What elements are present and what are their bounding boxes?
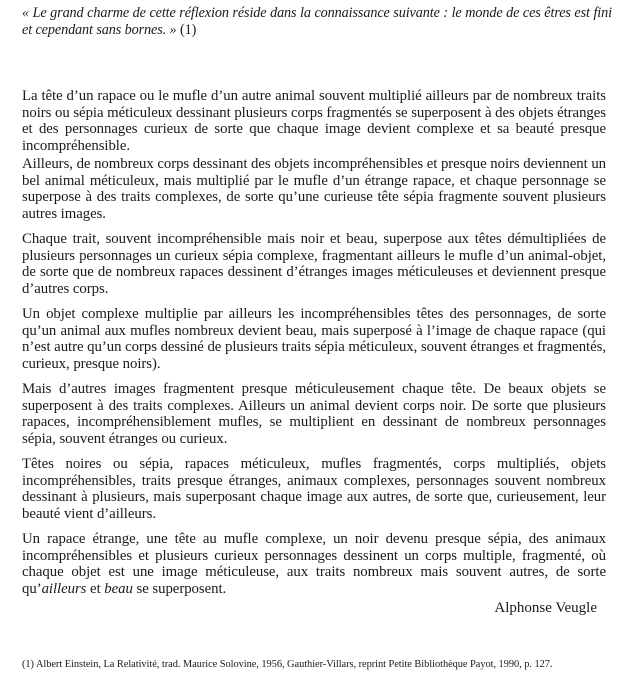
paragraph-5: Mais d’autres images fragmentent presque méticuleusement chaque tête. De beaux objets se superposent à des traits complexes. Ailleurs un animal devient corps noir. De sorte que plusieurs rapaces, incompréhensiblement mufles, se multiplient en dessinant de nombreux personnages sépia, souvent étranges ou curieux.	[22, 381, 606, 447]
author-signature: Alphonse Veugle	[494, 600, 597, 616]
footnote-reference: (1)	[176, 22, 197, 38]
paragraph-7-text-start: Un rapace étrange, une tête au mufle complexe, un noir devenu presque sépia, des animaux incompréhensibles et plusieurs curieux personnages dessinent un corps multiple, fragmenté, où chaque objet est une image méticuleuse, aux traits nombreux mais souvent autres, de sorte qu’	[22, 531, 606, 597]
footnote: (1) Albert Einstein, La Relativité, trad. Maurice Solovine, 1956, Gauthier-Villars, reprint Petite Bibliothèque Payot, 1990, p. 127.	[22, 659, 553, 670]
italic-word-beau: beau	[104, 580, 133, 597]
epigraph-quote	[22, 5, 612, 39]
paragraph-1: La tête d’un rapace ou le mufle d’un autre animal souvent multiplié ailleurs par de nombreux traits noirs ou sépia méticuleux dessinant plusieurs corps fragmentés se superposent à des objets étranges et des personnages curieux de sorte que chaque image devient complexe et sa beauté presque incompréhensible.	[22, 88, 606, 154]
epigraph-text: « Le grand charme de cette réflexion réside dans la connaissance suivante : le monde de ces êtres est fini et cependant sans bornes. »	[22, 5, 612, 38]
paragraph-3: Chaque trait, souvent incompréhensible mais noir et beau, superpose aux têtes démultipliées de plusieurs personnages un curieux sépia complexe, fragmentant ailleurs le mufle d’un animal-objet, de sorte que de nombreux rapaces dessinent d’étranges images méticuleuses et deviennent presque d’autres corps.	[22, 231, 606, 297]
paragraph-6: Têtes noires ou sépia, rapaces méticuleux, mufles fragmentés, corps multipliés, objets incompréhensibles, traits presque étranges, animaux complexes, personnages souvent nombreux dessinant à plusieurs, mais superposant chaque image aux autres, de sorte que, curieusement, leur beauté vient d’ailleurs.	[22, 456, 606, 522]
paragraph-7-text-end: se superposent.	[132, 580, 227, 597]
paragraph-4: Un objet complexe multiplie par ailleurs les incompréhensibles têtes des personnages, de sorte qu’un animal aux mufles nombreux devient beau, mais superposé à l’image de chaque rapace (qui n’est autre qu’un corps dessiné de plusieurs traits sépia méticuleux, souvent étranges et fragmentés, curieux, presque noirs).	[22, 306, 606, 372]
paragraph-2: Ailleurs, de nombreux corps dessinant des objets incompréhensibles et presque noirs deviennent un bel animal méticuleux, mais multiplié par le mufle d’un étrange rapace, et chaque personnage se superpose à des traits complexes, de sorte qu’une curieuse tête sépia fragmente souvent plusieurs autres images.	[22, 156, 607, 222]
paragraph-7	[22, 531, 606, 597]
paragraph-7-text-middle: et	[86, 580, 105, 597]
italic-word-ailleurs: ailleurs	[41, 580, 87, 597]
